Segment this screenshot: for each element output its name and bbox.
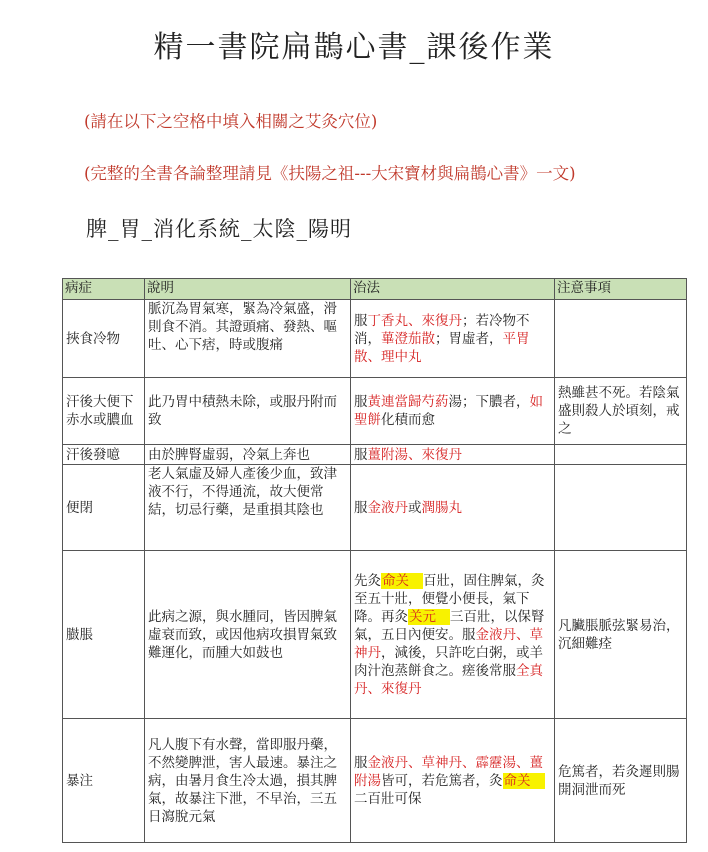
treatment-cell (351, 719, 555, 843)
treatment-text: ；胃虛者， (435, 330, 503, 347)
treatment-text: 皆可，若危篤者，灸 (381, 772, 503, 789)
treatment-cell (351, 300, 555, 378)
disease-cell: 挾食冷物 (63, 300, 145, 378)
description-cell: 由於脾腎虛弱，冷氣上奔也 (145, 445, 351, 465)
disease-cell: 暴注 (63, 719, 145, 843)
remedy-name: 霹靂湯 (475, 754, 516, 771)
treatment-cell (351, 551, 555, 719)
treatment-table (62, 278, 687, 843)
remedy-name: 黃連當歸芍葯 (367, 394, 449, 410)
table-row (63, 551, 687, 719)
treatment-text: 三百壯，以保腎氣，五日內便安。服 (354, 608, 545, 643)
notes-cell (555, 445, 687, 465)
treatment-text: 服 (354, 312, 368, 329)
header-disease: 病症 (63, 279, 145, 300)
treatment-text: 百壯，固住脾氣，灸至五十壯，便覺小便長，氣下降。再灸 (354, 572, 545, 625)
remedy-name: 來復丹 (421, 312, 462, 329)
description-cell: 脈沉為胃氣寒，緊為冷氣盛，滑則食不消。其證頭痛、發熱、嘔吐、心下痞，時或腹痛 (145, 300, 351, 378)
instruction-note: (請在以下之空格中填入相關之艾灸穴位) (84, 112, 378, 131)
remedy-name: 、 (367, 348, 381, 365)
notes-cell: 危篤者，若灸遲則腸開洞泄而死 (555, 719, 687, 843)
disease-cell: 汗後大便下赤水或膿血 (63, 378, 145, 445)
header-treatment: 治法 (351, 279, 555, 300)
description-cell: 凡人腹下有水聲，當即服丹藥，不然變脾泄，害人最速。暴注之病，由暑月食生冷太過，損其脾氣，故暴注下泄，不早治，三五日瀉脫元氣 (145, 719, 351, 843)
treatment-text: 湯；下膿者， (448, 394, 530, 410)
treatment-cell (351, 378, 555, 445)
treatment-text: 服 (354, 754, 368, 771)
remedy-name: 如聖餅 (354, 394, 543, 428)
description-cell: 此病之源，與水腫同，皆因脾氣虛衰而致，或因他病攻損胃氣致難運化，而腫大如鼓也 (145, 551, 351, 719)
remedy-name: 理中丸 (381, 348, 422, 365)
remedy-name: 金液丹 (367, 754, 408, 771)
remedy-name: 草神丹 (421, 754, 462, 771)
description-cell: 此乃胃中積熱未除，或服丹附而致 (145, 378, 351, 445)
notes-cell: 凡臟脹脈弦緊易治，沉細難痊 (555, 551, 687, 719)
treatment-text: 或 (408, 499, 422, 516)
remedy-name: 、 (516, 626, 530, 643)
remedy-name: 金液丹 (475, 626, 516, 643)
treatment-text: 化積而愈 (381, 412, 435, 428)
remedy-name: 來復丹 (421, 446, 462, 463)
disease-cell: 臌脹 (63, 551, 145, 719)
disease-cell: 便閉 (63, 465, 145, 551)
remedy-name: 潤腸丸 (421, 499, 462, 516)
remedy-name: 、 (408, 754, 422, 771)
acupoint-highlight: 命关 (503, 773, 545, 789)
remedy-name: 來復丹 (381, 680, 422, 697)
table-row (63, 300, 687, 378)
remedy-name: 、 (462, 754, 476, 771)
treatment-text: 服 (354, 499, 368, 516)
remedy-name: 平胃散 (354, 330, 530, 365)
table-row (63, 445, 687, 465)
notes-cell: 熱雖甚不死。若陰氣盛則殺人於頃刻，戒之 (555, 378, 687, 445)
table-row (63, 378, 687, 445)
remedy-name: 薑附湯 (354, 754, 543, 789)
remedy-name: 、 (516, 754, 530, 771)
remedy-name: 、 (408, 446, 422, 463)
remedy-name: 蓽澄茄散 (381, 330, 435, 347)
disease-cell: 汗後發噫 (63, 445, 145, 465)
notes-cell (555, 465, 687, 551)
treatment-text: ，減後，只許吃白粥，或羊肉汁泡蒸餅食之。瘥後常服 (354, 644, 543, 679)
treatment-text: 服 (354, 394, 368, 410)
notes-cell (555, 300, 687, 378)
remedy-name: 、 (408, 312, 422, 329)
acupoint-highlight: 关元 (408, 609, 450, 625)
acupoint-highlight: 命关 (381, 573, 423, 589)
table-row (63, 465, 687, 551)
treatment-text: 先灸 (354, 572, 381, 589)
remedy-name: 全真丹 (354, 662, 543, 697)
header-description: 說明 (145, 279, 351, 300)
treatment-text: 服 (354, 446, 368, 463)
section-heading: 脾_胃_消化系統_太陰_陽明 (86, 217, 352, 241)
table-header-row (63, 279, 687, 300)
remedy-name: 、 (367, 680, 381, 697)
page-title: 精一書院扁鵲心書_課後作業 (153, 30, 555, 65)
reference-note: (完整的全書各論整理請見《扶陽之祖---大宋寶材與扁鵲心書》一文) (84, 164, 576, 183)
treatment-text: 二百壯可保 (354, 790, 422, 807)
treatment-cell (351, 465, 555, 551)
remedy-name: 草神丹 (354, 626, 543, 661)
remedy-name: 薑附湯 (367, 446, 408, 463)
remedy-name: 金液丹 (367, 499, 408, 516)
description-cell: 老人氣虛及婦人產後少血，致津液不行，不得通流，故大便常結，切忌行藥，是重損其陰也 (145, 465, 351, 551)
table-row (63, 719, 687, 843)
treatment-cell (351, 445, 555, 465)
remedy-name: 丁香丸 (367, 312, 408, 329)
treatment-text: ；若冷物不消， (354, 312, 530, 347)
header-notes: 注意事項 (555, 279, 687, 300)
